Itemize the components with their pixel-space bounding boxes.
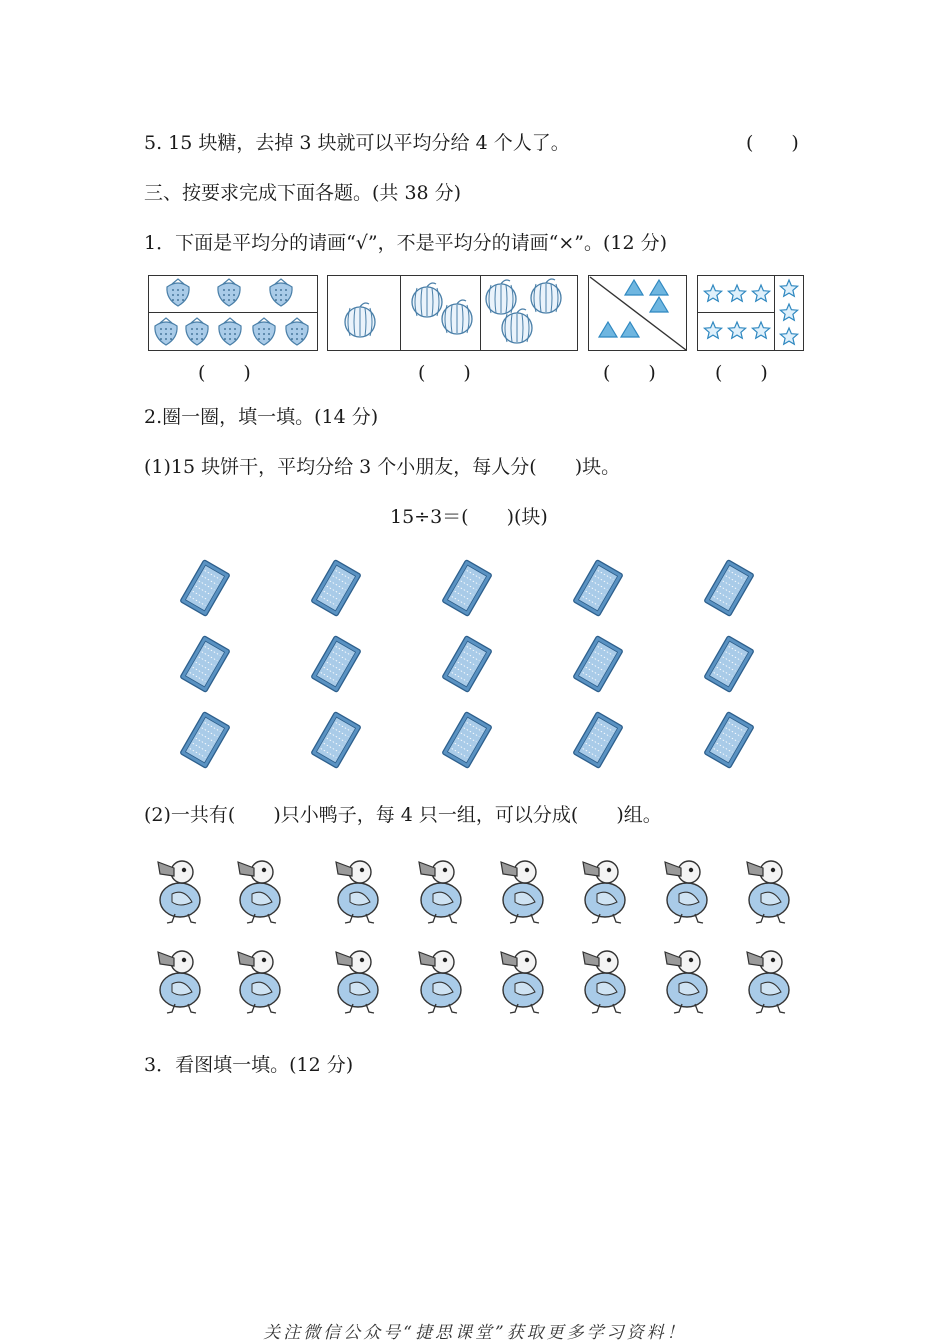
- watermelon-icon: [412, 283, 442, 317]
- duck-icon: [419, 951, 461, 1013]
- star-icon: [704, 285, 721, 301]
- triangle-icon: [625, 280, 643, 295]
- cookie-icon: [180, 636, 230, 693]
- question-1-title: 1．下面是平均分的请画“√”，不是平均分的请画“×”。(12 分): [144, 232, 668, 254]
- duck-icon: [665, 861, 707, 923]
- strawberry-icon: [155, 318, 177, 345]
- duck-icon: [158, 951, 200, 1013]
- cookie-icon: [180, 712, 230, 769]
- triangle-icon: [621, 322, 639, 337]
- duck-icon: [336, 861, 378, 923]
- duck-icon: [665, 951, 707, 1013]
- cookie-icon: [311, 560, 361, 617]
- cookie-icon: [180, 560, 230, 617]
- duck-icon: [583, 951, 625, 1013]
- question-5: 5. 15 块糖，去掉 3 块就可以平均分给 4 个人了。: [144, 132, 570, 154]
- star-icon: [752, 285, 769, 301]
- q1-answer-blank-1[interactable]: ( ): [198, 362, 251, 384]
- cookie-icon: [704, 636, 754, 693]
- watermelon-icon: [345, 303, 375, 337]
- duck-icon: [583, 861, 625, 923]
- star-icon: [752, 322, 769, 338]
- duck-icon: [419, 861, 461, 923]
- cookie-icon: [704, 560, 754, 617]
- watermelon-icon: [531, 279, 561, 313]
- duck-icon: [501, 951, 543, 1013]
- duck-icon: [238, 951, 280, 1013]
- star-icon: [780, 304, 797, 320]
- duck-icon: [747, 951, 789, 1013]
- duck-icon: [158, 861, 200, 923]
- question-2-part-2: (2)一共有( )只小鸭子，每 4 只一组，可以分成( )组。: [144, 804, 662, 826]
- question-3-title: 3．看图填一填。(12 分): [144, 1054, 354, 1076]
- watermelon-icon: [442, 300, 472, 334]
- strawberry-icon: [270, 279, 292, 306]
- star-icon: [780, 280, 797, 296]
- footer-watermark: 关注微信公众号“捷思课堂”获取更多学习资料！: [263, 1323, 687, 1343]
- star-icon: [704, 322, 721, 338]
- strawberry-icon: [167, 279, 189, 306]
- question-2-part-1: (1)15 块饼干，平均分给 3 个小朋友，每人分( )块。: [144, 456, 621, 478]
- cookie-icon: [573, 712, 623, 769]
- strawberry-icon: [253, 318, 275, 345]
- cookie-icon: [442, 560, 492, 617]
- question-2-title: 2.圈一圈，填一填。(14 分): [144, 406, 379, 428]
- question-2-equation: 15÷3＝( )(块): [390, 506, 548, 528]
- triangle-icon: [650, 297, 668, 312]
- duck-icon: [238, 861, 280, 923]
- cookie-icon: [704, 712, 754, 769]
- strawberry-icon: [286, 318, 308, 345]
- triangle-icon: [599, 322, 617, 337]
- cookie-icon: [311, 712, 361, 769]
- strawberry-icon: [186, 318, 208, 345]
- cookie-icon: [573, 560, 623, 617]
- watermelon-icon: [502, 309, 532, 343]
- q1-answer-blank-2[interactable]: ( ): [418, 362, 471, 384]
- cookie-icon: [311, 636, 361, 693]
- q1-answer-blank-3[interactable]: ( ): [603, 362, 656, 384]
- star-icon: [728, 285, 745, 301]
- strawberry-icon: [218, 279, 240, 306]
- strawberry-icon: [219, 318, 241, 345]
- cookie-icon: [442, 712, 492, 769]
- cookie-icon: [573, 636, 623, 693]
- duck-icon: [501, 861, 543, 923]
- star-icon: [728, 322, 745, 338]
- triangle-icon: [650, 280, 668, 295]
- duck-icon: [336, 951, 378, 1013]
- q1-answer-blank-4[interactable]: ( ): [715, 362, 768, 384]
- cookie-icon: [442, 636, 492, 693]
- watermelon-icon: [486, 280, 516, 314]
- section-3-title: 三、按要求完成下面各题。(共 38 分): [144, 182, 462, 204]
- duck-icon: [747, 861, 789, 923]
- star-icon: [780, 328, 797, 344]
- question-5-answer-blank[interactable]: ( ): [746, 132, 799, 154]
